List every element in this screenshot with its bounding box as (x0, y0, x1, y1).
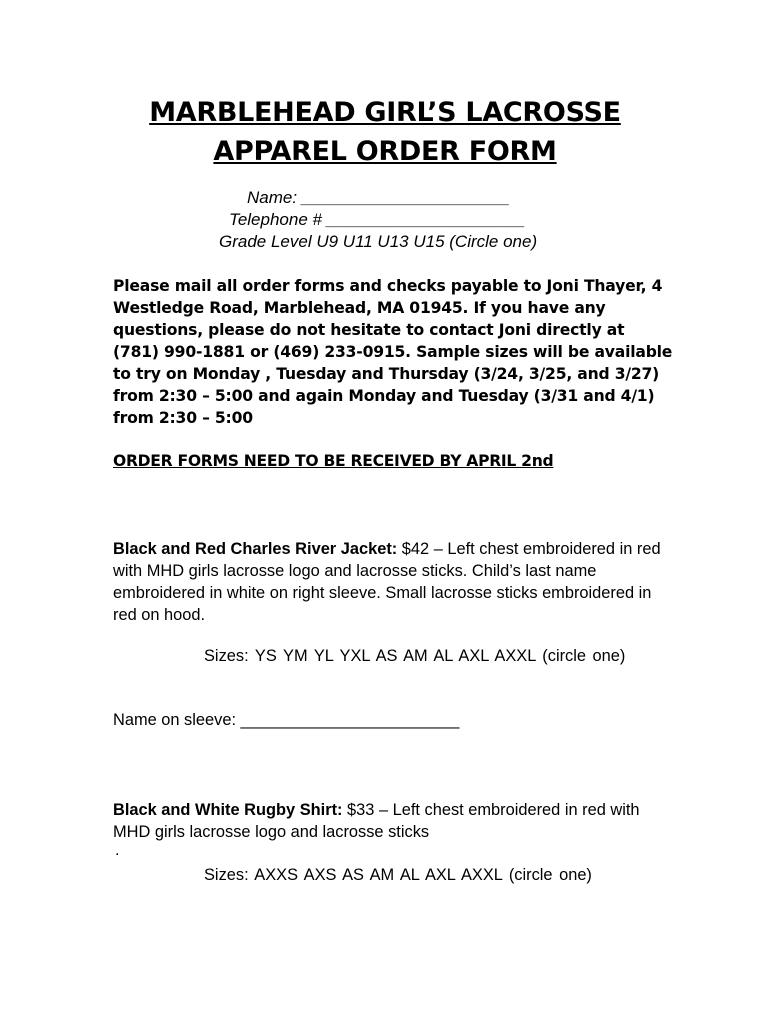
stray-period: . (115, 842, 120, 859)
jacket-item-name: Black and Red Charles River Jacket: (113, 540, 398, 558)
deadline-notice: ORDER FORMS NEED TO BE RECEIVED BY APRIL 2nd (113, 452, 554, 470)
rugby-shirt-item-name: Black and White Rugby Shirt: (113, 801, 343, 819)
form-title-line2: APPAREL ORDER FORM (213, 136, 557, 167)
name-field[interactable]: Name: ______________________ (247, 188, 510, 207)
rugby-shirt-item-description: $33 – Left chest embroidered in red with MHD girls lacrosse logo and lacrosse sticks (113, 801, 640, 841)
telephone-field[interactable]: Telephone # _____________________ (229, 210, 526, 229)
jacket-item (113, 538, 673, 626)
rugby-shirt-item (113, 799, 673, 843)
sleeve-name-field[interactable]: Name on sleeve: ________________________ (113, 711, 460, 729)
mailing-instructions: Please mail all order forms and checks payable to Joni Thayer, 4 Westledge Road, Marblehead, MA 01945. If you have any questions, please do not hesitate to contact Joni directly at (781) 990-1881 or (469) 233-0915. Sample sizes will be available to try on Monday , Tuesday and Thursday (3/24, 3/25, and 3/27) from 2:30 – 5:00 and again Monday and Tuesday (3/31 and 4/1) from 2:30 – 5:00 (113, 277, 673, 427)
rugby-shirt-sizes[interactable]: Sizes: AXXS AXS AS AM AL AXL AXXL (circle one) (204, 866, 592, 884)
jacket-item-description: $42 – Left chest embroidered in red with MHD girls lacrosse logo and lacrosse sticks. Child’s last name embroidered in white on right sleeve. Small lacrosse sticks embroidered in red on hood. (113, 540, 661, 624)
jacket-sizes[interactable]: Sizes: YS YM YL YXL AS AM AL AXL AXXL (circle one) (204, 647, 626, 665)
grade-level-field[interactable]: Grade Level U9 U11 U13 U15 (Circle one) (219, 232, 538, 251)
form-title-line1: MARBLEHEAD GIRL’S LACROSSE (149, 97, 621, 128)
